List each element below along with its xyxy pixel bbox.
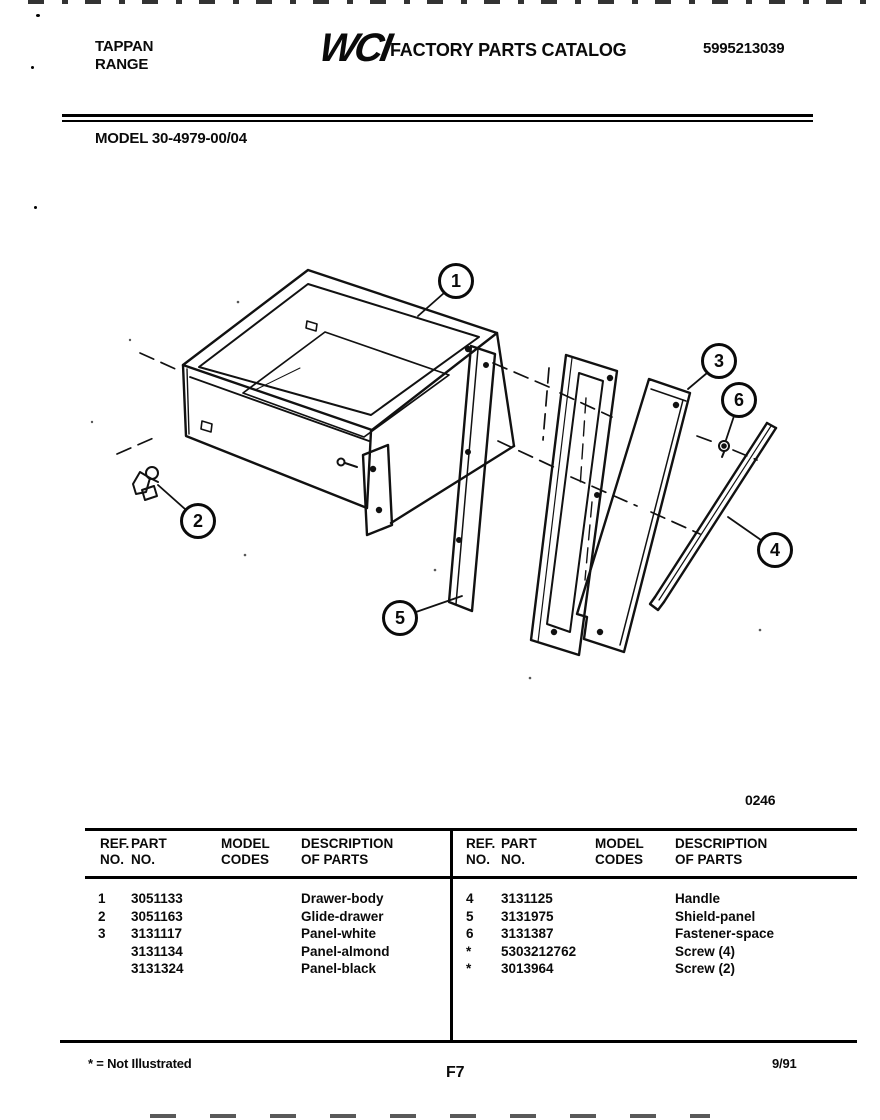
parts-diagram xyxy=(0,240,880,710)
table-row: 3131134 Panel-almond xyxy=(131,943,390,959)
scan-speck xyxy=(34,206,37,209)
scan-speck xyxy=(31,66,34,69)
glide-drawer xyxy=(133,467,158,500)
footer-rule xyxy=(60,1040,857,1043)
publication-number: 5995213039 xyxy=(703,40,785,57)
table-row: * 3013964 Screw (2) xyxy=(466,961,736,976)
scan-speck xyxy=(36,14,40,17)
col-header-part: PART NO. xyxy=(131,836,167,867)
col-header-description: DESCRIPTION OF PARTS xyxy=(675,836,768,867)
table-row: 3 3131117 Panel-white xyxy=(98,926,377,941)
brand-name xyxy=(95,38,153,74)
callout-5: 5 xyxy=(382,600,418,636)
col-header-ref: REF. NO. xyxy=(100,836,130,867)
center-line xyxy=(697,436,716,443)
callout-2: 2 xyxy=(180,503,216,539)
parts-table-left xyxy=(85,836,447,1036)
fastener-nut-icon xyxy=(719,441,729,457)
table-row: 6 3131387 Fastener-space xyxy=(466,926,775,941)
revision-date: 9/91 xyxy=(772,1056,797,1071)
table-row: 2 3051163 Glide-drawer xyxy=(98,908,384,924)
col-header-model: MODEL CODES xyxy=(595,836,644,867)
col-header-ref: REF. NO. xyxy=(466,836,496,867)
col-header-model: MODEL CODES xyxy=(221,836,270,867)
catalog-title: FACTORY PARTS CATALOG xyxy=(390,40,627,60)
wci-logo: WCI xyxy=(316,26,393,70)
table-row: 4 3131125 Handle xyxy=(466,891,721,906)
center-line xyxy=(117,436,158,454)
col-header-part: PART NO. xyxy=(501,836,537,867)
shield-panel xyxy=(449,346,495,611)
not-illustrated-note: * = Not Illustrated xyxy=(88,1056,192,1071)
parts-table-right xyxy=(457,836,857,1036)
hidden-line xyxy=(580,398,586,488)
center-line xyxy=(140,353,180,371)
model-number: MODEL 30-4979-00/04 xyxy=(95,130,247,147)
table-row: 3131324 Panel-black xyxy=(131,961,377,976)
scan-artifact-bottom xyxy=(150,1114,710,1118)
header-rule xyxy=(62,114,813,117)
table-row: 1 3051133 Drawer-body xyxy=(98,891,384,906)
callout-6: 6 xyxy=(721,382,757,418)
callout-4: 4 xyxy=(757,532,793,568)
callout-3: 3 xyxy=(701,343,737,379)
diagram-page-code: 0246 xyxy=(745,792,776,808)
figure-page-code: F7 xyxy=(446,1064,465,1081)
callout-1: 1 xyxy=(438,263,474,299)
center-line xyxy=(543,368,549,440)
col-header-description: DESCRIPTION OF PARTS xyxy=(301,836,394,867)
table-header-row xyxy=(85,836,447,868)
table-divider xyxy=(450,828,453,1040)
brand-line-2: RANGE xyxy=(95,56,149,73)
drawer-body xyxy=(183,270,514,535)
screw-icon xyxy=(338,459,345,466)
scan-artifact-top xyxy=(28,0,874,4)
table-top-rule xyxy=(85,828,857,831)
table-row: * 5303212762 Screw (4) xyxy=(466,943,736,959)
handle-rail xyxy=(650,423,776,610)
center-line xyxy=(498,441,558,469)
drawer-panel xyxy=(577,379,690,652)
header-rule-thin xyxy=(62,120,813,122)
table-row: 5 3131975 Shield-panel xyxy=(466,908,756,924)
table-header-row xyxy=(457,836,857,868)
brand-line-1: TAPPAN xyxy=(95,38,154,55)
